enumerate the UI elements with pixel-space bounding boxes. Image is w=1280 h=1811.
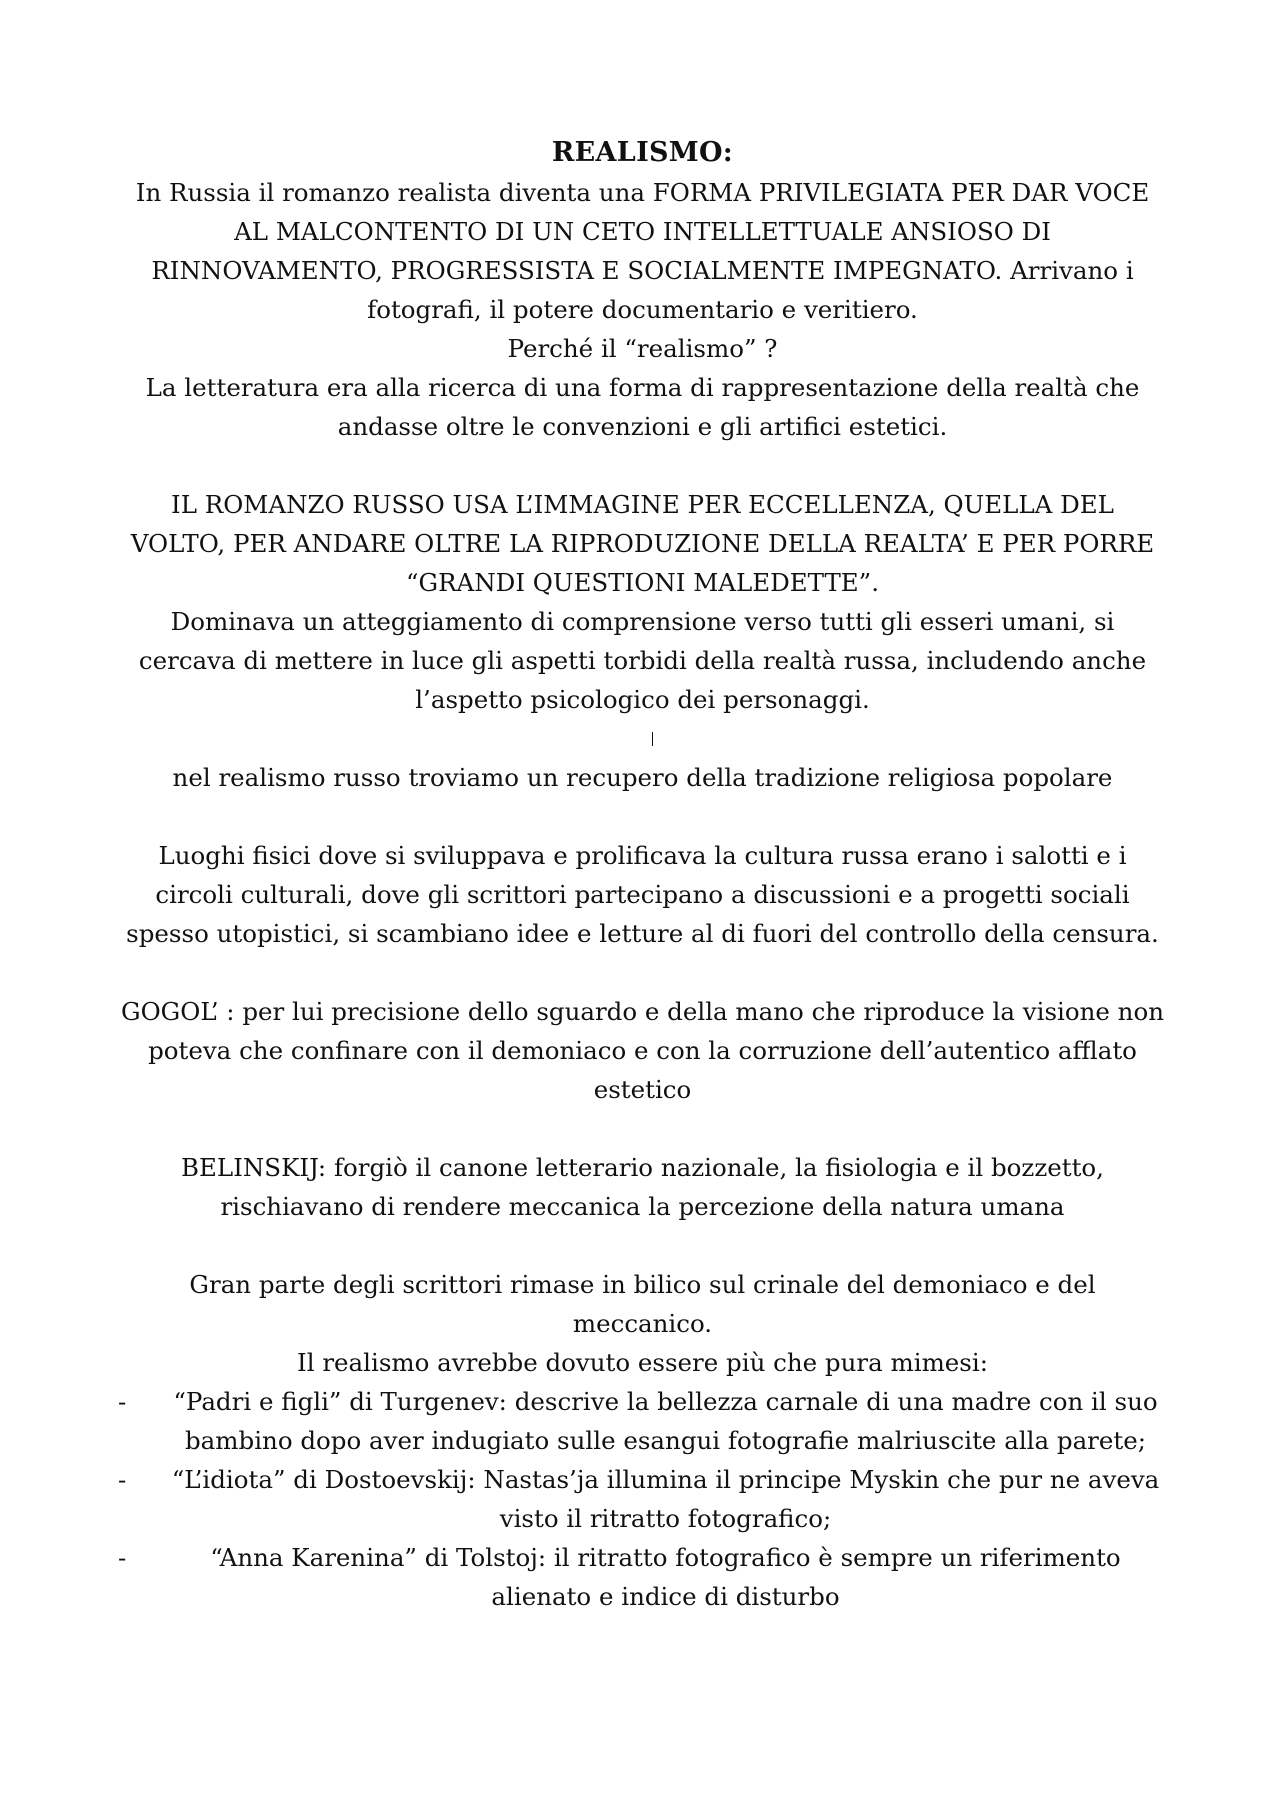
cursor-mark-row bbox=[120, 719, 1165, 758]
bullet-dash: - bbox=[118, 1387, 127, 1416]
gogol-paragraph: GOGOL’ : per lui precisione dello sguardo e della mano che riproduce la visione non poteva che confinare con il demoniaco e con la corruzione dell’autentico afflato estetico bbox=[121, 997, 1164, 1104]
religious-tradition-paragraph: nel realismo russo troviamo un recupero della tradizione religiosa popolare bbox=[172, 763, 1113, 792]
cultural-places-paragraph: Luoghi fisici dove si sviluppava e prolificava la cultura russa erano i salotti e i circoli culturali, dove gli scrittori partecipano a discussioni e a progetti sociali spesso utopistici, si scambiano idee e letture al di fuori del controllo della censura. bbox=[126, 841, 1159, 948]
example-turgenev: “Padri e figli” di Turgenev: descrive la bellezza carnale di una madre con il suo bambino dopo aver indugiato sulle esangui fotografie malriuscite alla parete; bbox=[173, 1387, 1158, 1455]
bullet-dash: - bbox=[118, 1465, 127, 1494]
russian-novel-paragraph: IL ROMANZO RUSSO USA L’IMMAGINE PER ECCELLENZA, QUELLA DEL VOLTO, PER ANDARE OLTRE LA RIPRODUZIONE DELLA REALTA’ E PER PORRE “GRANDI QUESTIONI MALEDETTE”. bbox=[130, 490, 1155, 597]
intro-paragraph: In Russia il romanzo realista diventa una FORMA PRIVILEGIATA PER DAR VOCE AL MALCONTENTO DI UN CETO INTELLETTUALE ANSIOSO DI RINNOVAMENTO, PROGRESSISTA E SOCIALMENTE IMPEGNATO. Arrivano i fotografi, il potere documentario e veritiero. bbox=[135, 178, 1150, 324]
attitude-paragraph: Dominava un atteggiamento di comprensione verso tutti gli esseri umani, si cercava di mettere in luce gli aspetti torbidi della realtà russa, includendo anche l’aspetto psicologico dei personaggi. bbox=[138, 607, 1147, 714]
paragraph-spacer bbox=[120, 797, 1165, 836]
examples-list bbox=[120, 1382, 1165, 1616]
text-cursor-mark bbox=[652, 732, 653, 746]
realism-answer: La letteratura era alla ricerca di una forma di rappresentazione della realtà che andasse oltre le convenzioni e gli artifici estetici. bbox=[145, 373, 1140, 441]
list-item bbox=[120, 1460, 1165, 1538]
paragraph-spacer bbox=[120, 1226, 1165, 1265]
paragraph-spacer bbox=[120, 953, 1165, 992]
example-tolstoj: “Anna Karenina” di Tolstoj: il ritratto fotografico è sempre un riferimento alienato e indice di disturbo bbox=[210, 1543, 1121, 1611]
mimesis-paragraph: Il realismo avrebbe dovuto essere più che pura mimesi: bbox=[297, 1348, 988, 1377]
list-item bbox=[120, 1538, 1165, 1616]
document-title: REALISMO: bbox=[551, 137, 734, 168]
writers-paragraph: Gran parte degli scrittori rimase in bilico sul crinale del demoniaco e del meccanico. bbox=[189, 1270, 1096, 1338]
paragraph-spacer bbox=[120, 446, 1165, 485]
list-item bbox=[120, 1382, 1165, 1460]
belinskij-paragraph: BELINSKIJ: forgiò il canone letterario nazionale, la fisiologia e il bozzetto, rischiavano di rendere meccanica la percezione della natura umana bbox=[181, 1153, 1104, 1221]
document-body bbox=[120, 133, 1165, 1616]
realism-question: Perché il “realismo” ? bbox=[507, 334, 778, 363]
bullet-dash: - bbox=[118, 1543, 127, 1572]
example-dostoevskij: “L’idiota” di Dostoevskij: Nastas’ja illumina il principe Myskin che pur ne aveva visto il ritratto fotografico; bbox=[171, 1465, 1160, 1533]
paragraph-spacer bbox=[120, 1109, 1165, 1148]
